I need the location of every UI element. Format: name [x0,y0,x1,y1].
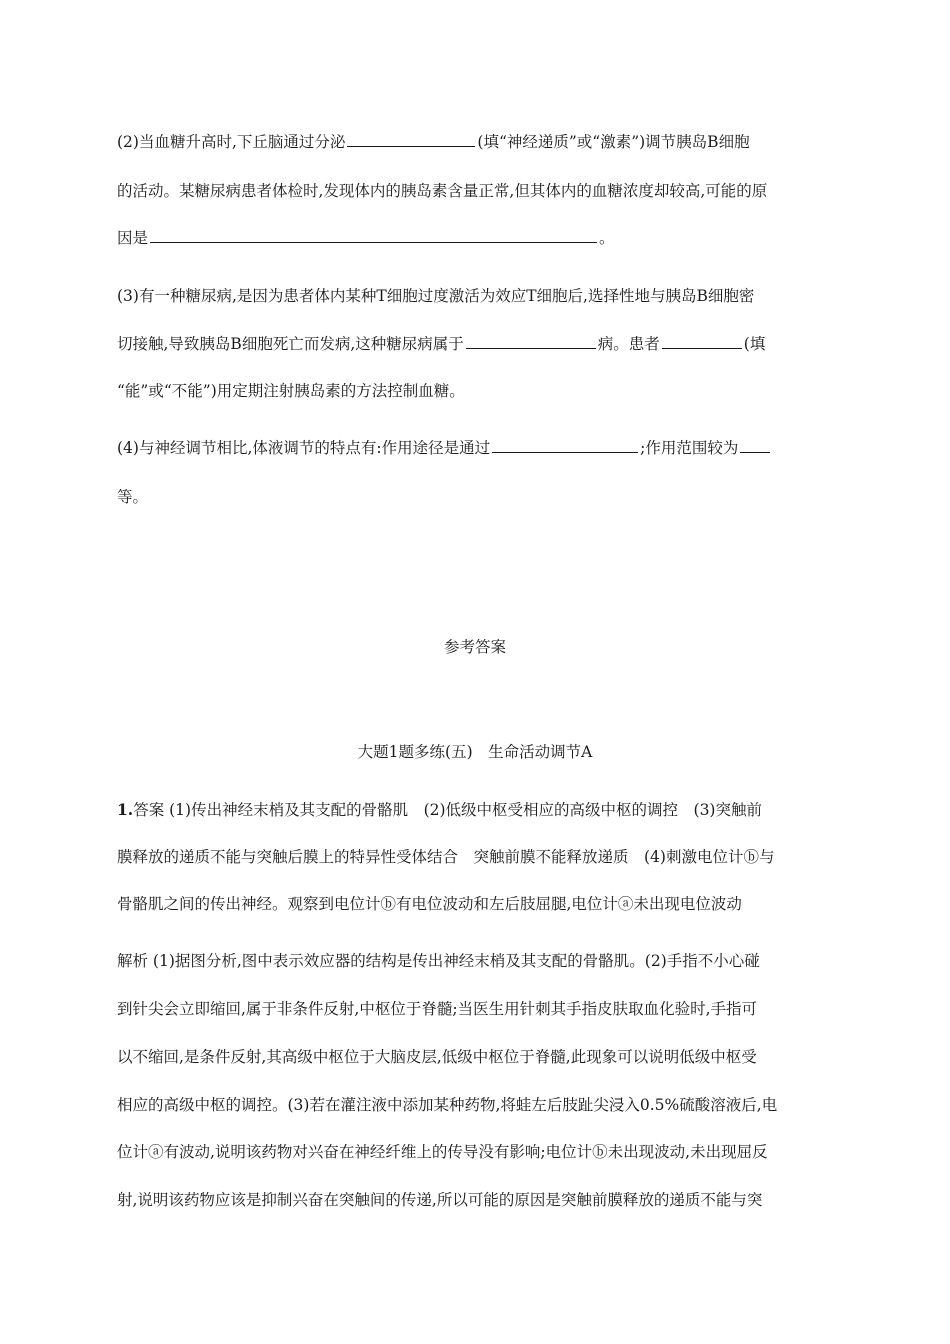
q4-blank-1[interactable] [492,438,638,453]
q2-blank-2[interactable] [150,228,597,243]
q4-text-1b: ;作用范围较为 [640,439,739,457]
q3-text-2a: 切接触,导致胰岛B细胞死亡而发病,这种糖尿病属于 [117,335,464,353]
q3-line-3: “能”或“不能”)用定期注射胰岛素的方法控制血糖。 [117,382,465,400]
q2-text-1b: (填“神经递质”或“激素”)调节胰岛B细胞 [477,133,750,151]
q4-line-1 [117,437,833,459]
q3-line-2 [117,333,833,355]
answer-1-line-1 [117,799,833,821]
q3-blank-2[interactable] [662,334,742,349]
q3-text-2b: 病。患者 [597,335,660,353]
q2-line-3 [117,227,833,249]
q2-blank-1[interactable] [347,132,475,147]
analysis-line-6: 射,说明该药物应该是抑制兴奋在突触间的传递,所以可能的原因是突触前膜释放的递质不能与突 [117,1191,763,1209]
analysis-line-1: 解析 (1)据图分析,图中表示效应器的结构是传出神经末梢及其支配的骨骼肌。(2)手指不小心碰 [117,952,760,970]
answer-1-number: 1. [117,800,134,819]
q3-blank-1[interactable] [466,334,596,349]
q3-text-2c: (填 [743,335,766,353]
answer-1-text-1: 答案 (1)传出神经末梢及其支配的骨骼肌 (2)低级中枢受相应的高级中枢的调控 (3)突触前 [133,801,762,819]
q4-blank-2[interactable] [740,438,770,453]
q2-text-1a: (2)当血糖升高时,下丘脑通过分泌 [117,133,346,151]
q2-text-3b: 。 [599,229,615,247]
q3-line-1: (3)有一种糖尿病,是因为患者体内某种T细胞过度激活为效应T细胞后,选择性地与胰岛B细胞密 [117,287,755,305]
q2-line-2: 的活动。某糖尿病患者体检时,发现体内的胰岛素含量正常,但其体内的血糖浓度却较高,可能的原 [117,182,768,200]
q2-line-1 [117,131,833,153]
answer-1-line-2: 膜释放的递质不能与突触后膜上的特异性受体结合 突触前膜不能释放递质 (4)刺激电位计ⓑ与 [117,848,775,866]
answers-heading: 参考答案 [443,638,506,656]
analysis-line-2: 到针尖会立即缩回,属于非条件反射,中枢位于脊髓;当医生用针刺其手指皮肤取血化验时,手指可 [117,1000,758,1018]
q4-text-1a: (4)与神经调节相比,体液调节的特点有:作用途径是通过 [117,439,491,457]
analysis-line-3: 以不缩回,是条件反射,其高级中枢位于大脑皮层,低级中枢位于脊髓,此现象可以说明低级中枢受 [117,1048,757,1066]
analysis-line-5: 位计ⓐ有波动,说明该药物对兴奋在神经纤维上的传导没有影响;电位计ⓑ未出现波动,未出现屈反 [117,1143,768,1161]
q2-text-3a: 因是 [117,229,149,247]
q4-line-2: 等。 [117,488,149,506]
section-title: 大题1题多练(五) 生命活动调节A [357,743,593,761]
answer-1-line-3: 骨骼肌之间的传出神经。观察到电位计ⓑ有电位波动和左后肢屈腿,电位计ⓐ未出现电位波动 [117,895,742,913]
analysis-line-4: 相应的高级中枢的调控。(3)若在灌注液中添加某种药物,将蛙左后肢趾尖浸入0.5%硫酸溶液后,电 [117,1096,778,1114]
